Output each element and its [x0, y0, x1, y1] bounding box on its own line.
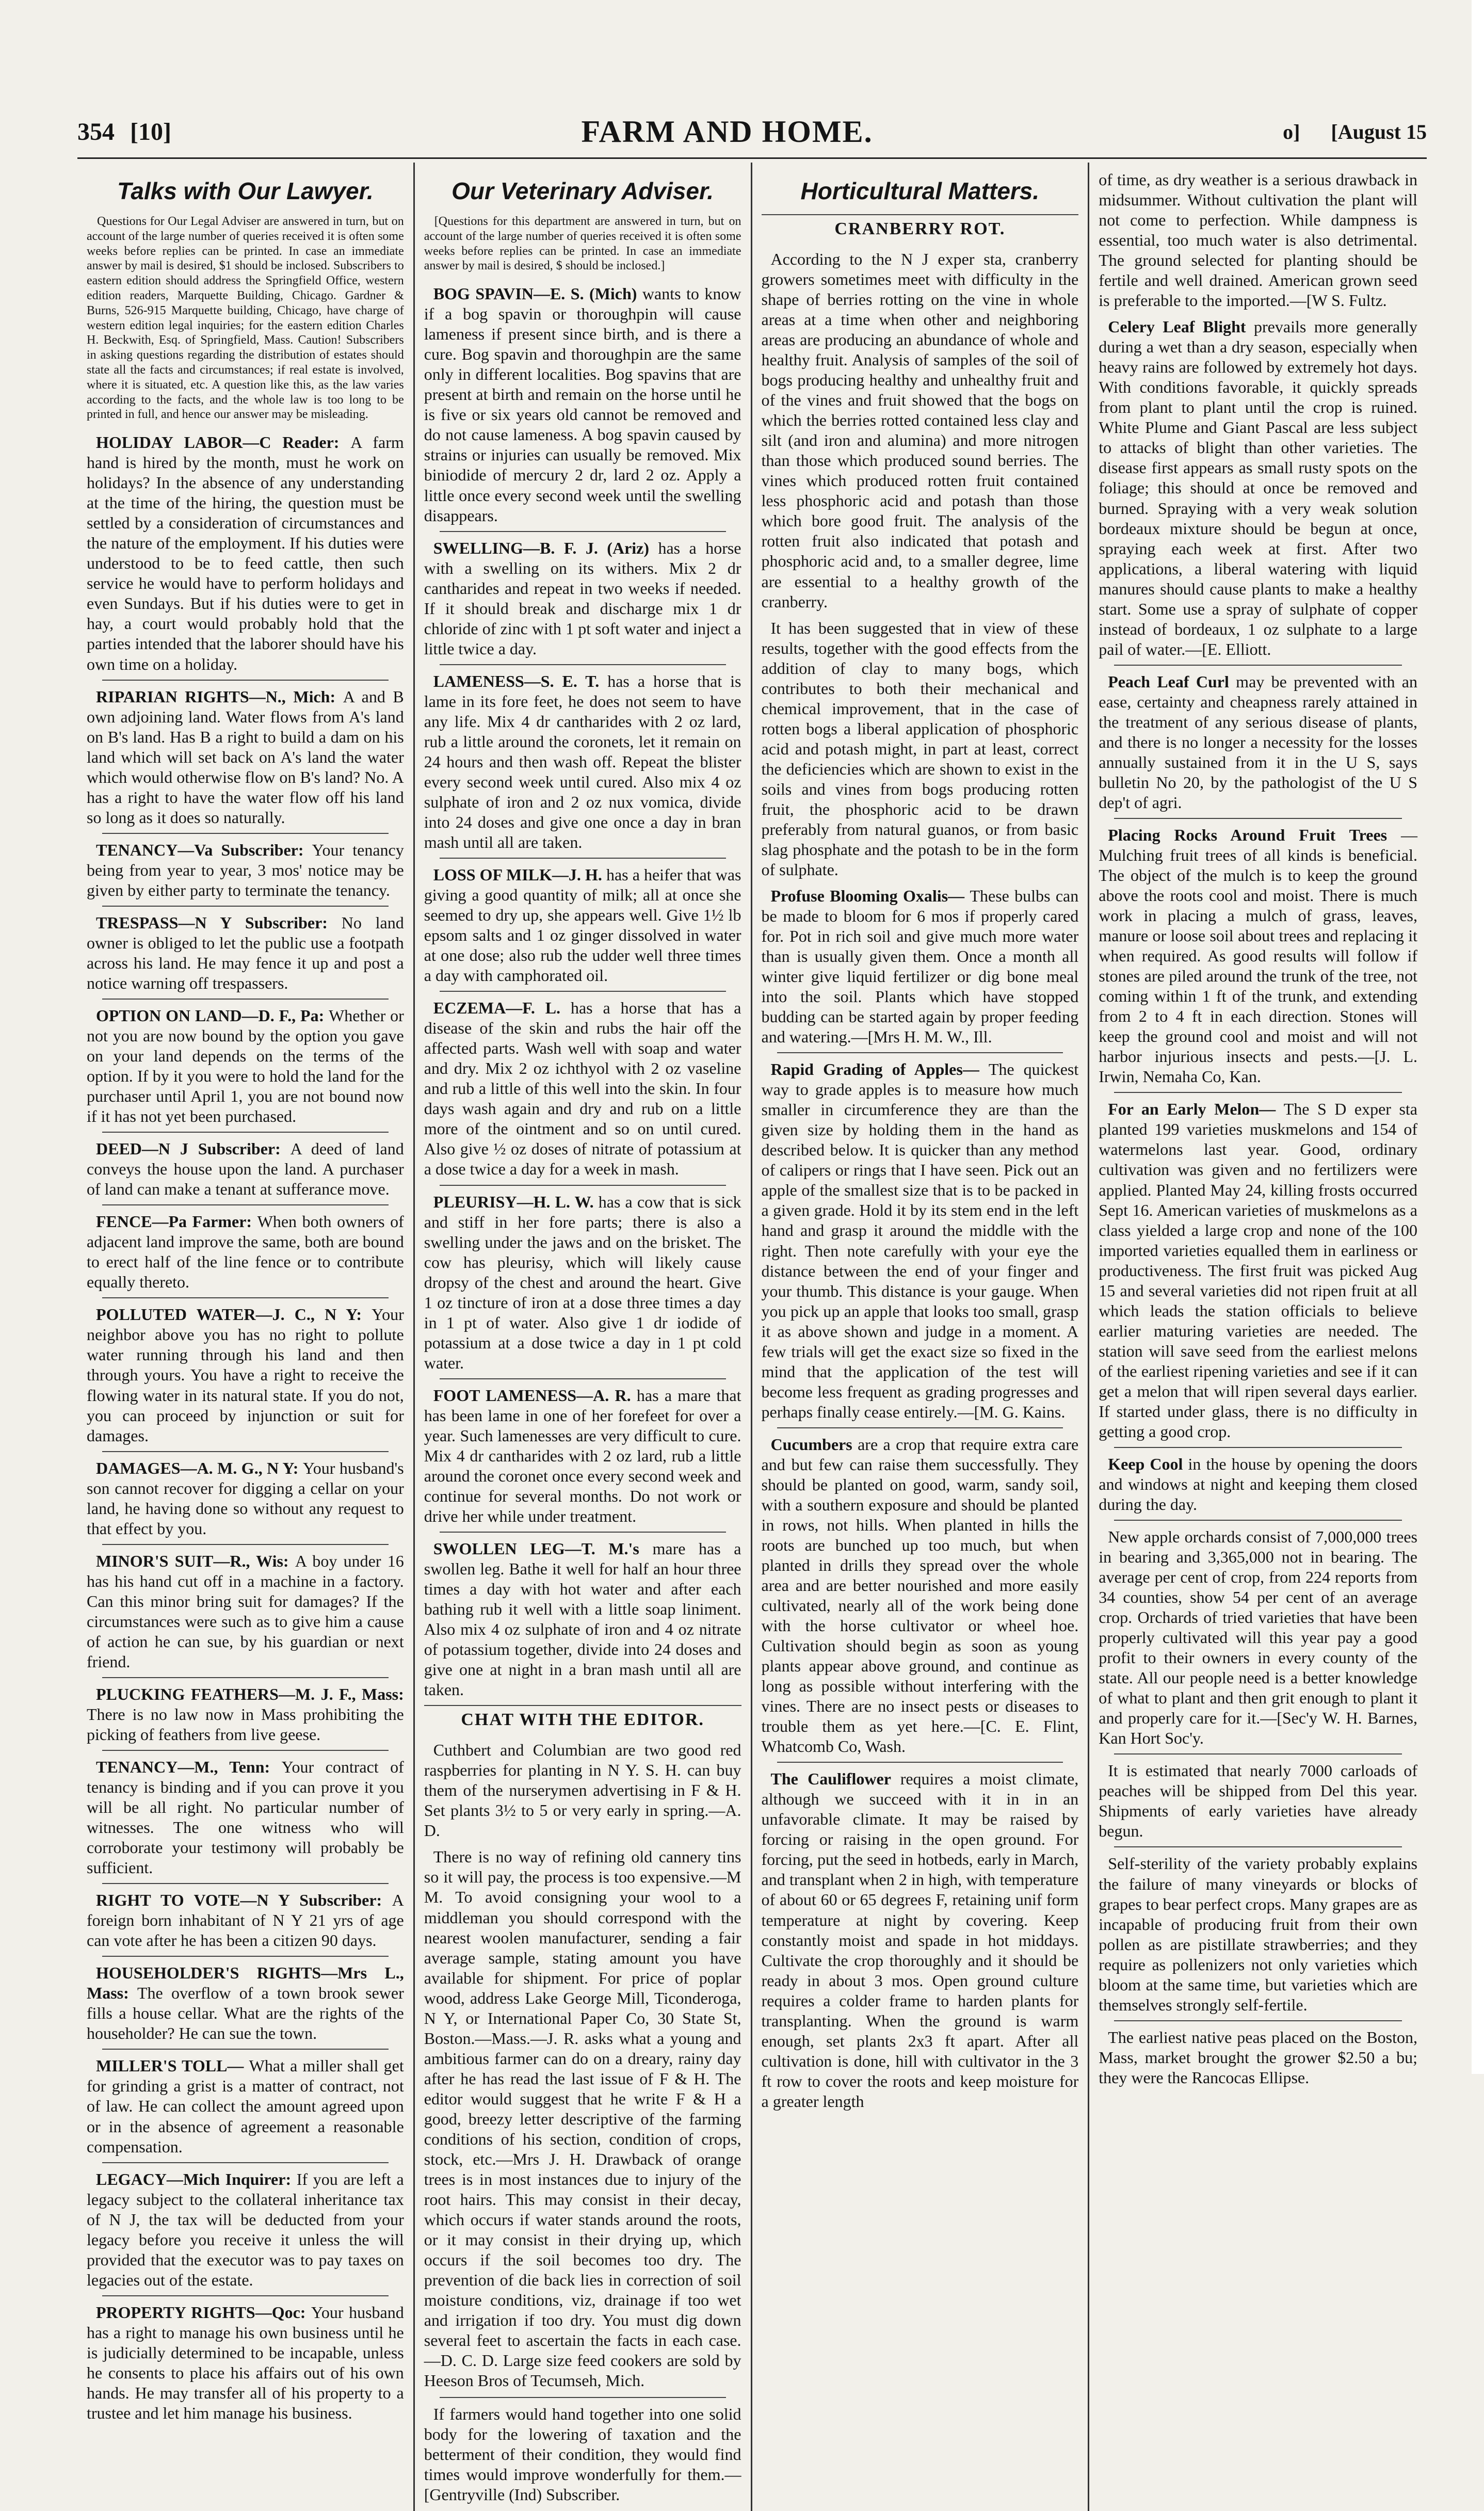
item-text: There is no law now in Mass prohibiting the picking of feathers from live geese.: [87, 1704, 404, 1744]
divider: [1114, 1092, 1402, 1093]
item-text: The quickest way to grade apples is to measure how much smaller in circumference they are than the given size by holding them in the hand as described below. It is quicker than any method of calipers or rings that I have seen. Pick out an apple of the smallest size that is to be packed in a given grade. Hold it by its stem end in the left hand and grasp it around the middle with the right. Then note carefully with your eye the distance between the end of your finger and your thumb. This distance is your gauge. When you pick up an apple that looks too small, grasp it as above shown and judge in a moment. A few trials will get the exact size so fixed in the mind that the application of the test will become less frequent as grading progresses and perhaps finally cease entirely.—[M. G. Kains.: [761, 1060, 1079, 1421]
item-lead: LOSS OF MILK—J. H.: [433, 865, 606, 884]
item-text: prevails more generally during a wet than a dry season, especially when heavy rains are followed by extremely hot days. With conditions favorable, it quickly spreads from plant to plant until the crop is ruined. White Plume and Giant Pascal are less subject to attacks of blight than other varieties. The disease first appears as small rusty spots on the foliage; this should at once be removed and burned. Spraying with a very weak solution bordeaux mixture should be begun at once, spraying each week at first. After two applications, a liberal watering with liquid manures should cause plants to make a healthy start. Some use a spray of sulphate of copper instead of bordeaux, 1 oz sulphate to a large pail of water.—[E. Elliott.: [1099, 317, 1417, 658]
item-list: [1099, 317, 1417, 2088]
header-right: [1283, 120, 1427, 144]
divider: [102, 680, 389, 681]
column-continued: [1089, 163, 1427, 2511]
article-item: [87, 840, 404, 900]
item-lead: Profuse Blooming Oxalis—: [770, 886, 970, 905]
divider: [102, 1204, 389, 1205]
section-heading: Horticultural Matters.: [800, 178, 1040, 204]
divider: [440, 1185, 726, 1186]
item-lead: Cucumbers: [770, 1435, 858, 1454]
page-header: [77, 103, 1427, 160]
article-item: [1099, 317, 1417, 659]
article-item: [424, 1386, 741, 1526]
body-paragraph: According to the N J exper sta, cranberry growers sometimes meet with difficulty in the shape of berries rotting on the vine in whole areas at a time when other and neighboring areas are producing an abundance of whole and healthy fruit. Analysis of samples of the soil of bogs producing healthy and unhealthy fruit and of the vines and fruit showed that the bogs on which the berries rotted contained less clay and silt (and iron and alumina) and more nitrogen than those which produced sound berries. The vines which produced rotten fruit contained less phosphoric acid and potash than those which bore good fruit. The analysis of the rotten fruit also indicated that potash and phosphoric acid and, to a smaller degree, lime are essential to a healthy growth of the cranberry.: [761, 250, 1079, 611]
item-lead: RIPARIAN RIGHTS—N., Mich:: [96, 687, 343, 706]
item-lead: DAMAGES—A. M. G., N Y:: [96, 1458, 303, 1477]
item-text: has a cow that is sick and stiff in her fore parts; there is also a swelling under the jaws and on the brisket. The cow has pleurisy, which will likely cause dropsy of the chest and around the heart. Give 1 oz tincture of iron at a dose three times a day in 1 pt of water. Also give 1 dr iodide of potassium at a dose twice a day in 1 pt cold water.: [424, 1192, 741, 1372]
divider: [1114, 2020, 1402, 2021]
divider: [777, 1427, 1063, 1428]
chat-paragraph: Cuthbert and Columbian are two good red raspberries for planting in N Y. S. H. can buy them of the nurserymen advertising in F & H. Set plants 3½ to 5 or very early in spring.—A. D.: [424, 1741, 741, 1840]
item-text: A boy under 16 has his hand cut off in a machine in a factory. Can this minor bring suit for damages? If the circumstances were such as to give him a cause of action he can sue, by his guardian or next friend.: [87, 1551, 404, 1671]
item-lead: DEED—N J Subscriber:: [96, 1139, 291, 1158]
divider: [102, 999, 389, 1000]
section-intro: [Questions for this department are answered in turn, but on account of the large number of queries received it is often some weeks before replies can be printed. In case an immediate answer by mail is desired, $ should be inclosed.]: [424, 215, 741, 273]
item-text: Your neighbor above you has no right to pollute water running through his land and then through yours. You have a right to receive the flowing water in its natural state. If you do not, you can proceed by injunction or suit for damages.: [87, 1305, 404, 1445]
item-lead: The Cauliflower: [770, 1769, 900, 1789]
item-text: If you are left a legacy subject to the collateral inheritance tax of N J, the tax will be deducted from your legacy before you receive it unless the will provided that the executor was to pay taxes on legacies out of the estate.: [87, 2169, 404, 2289]
divider: [777, 1762, 1063, 1763]
article-item: [1099, 2027, 1417, 2088]
divider: [1114, 665, 1402, 666]
divider: [102, 1677, 389, 1678]
item-text: New apple orchards consist of 7,000,000 trees in bearing and 3,365,000 not in bearing. The average per cent of crop, from 224 reports from 34 counties, show 54 per cent of an average crop. Orchards of tried varieties that have been properly cultivated will this year pay a good profit to their owners in every county of the state. All our people need is a better knowledge of what to plant and then grit enough to plant it and properly care for it.—[Sec'y W. H. Barnes, Kan Hort Soc'y.: [1099, 1527, 1417, 1748]
article-item: [1099, 1854, 1417, 2015]
item-text: The S D exper sta planted 199 varieties muskmelons and 154 of watermelons last year. Good, ordinary cultivation was given and no fertilizers were applied. Planted May 24, killing frosts occurred Sept 16. American varieties of muskmelons as a class yielded a large crop and none of the 100 imported varieties equalled them in earliness or productiveness. The first fruit was picked Aug 15 and several varieties did not ripen fruit at all which leads the station officials to believe earlier maturing varieties are needed. The station will save seed from the earliest melons of the earliest ripening varieties and see if it can get a melon that will ripen several days earlier. If started under glass, there is no difficulty in getting a good crop.: [1099, 1100, 1418, 1441]
column-veterinary: [415, 163, 752, 2511]
item-text: When both owners of adjacent land improve the same, both are bound to erect half of the line fence or to contribute equally thereto.: [87, 1212, 404, 1292]
article-item: [762, 1059, 1079, 1422]
article-item: [87, 2169, 404, 2290]
article-item: [424, 538, 741, 659]
item-lead: RIGHT TO VOTE—N Y Subscriber:: [96, 1891, 392, 1910]
item-text: What a miller shall get for grinding a grist is a matter of contract, not of law. He can collect the amount agreed upon or in the absence of agreement a reasonable compensation.: [87, 2056, 404, 2156]
article-item: [87, 913, 404, 993]
article-item: [87, 1757, 404, 1878]
divider: [102, 2295, 389, 2296]
item-text: A deed of land conveys the house upon the land. A purchaser of land can make a tenant at sufferance move.: [87, 1139, 404, 1199]
item-lead: MINOR'S SUIT—R., Wis:: [96, 1551, 295, 1570]
item-lead: POLLUTED WATER—J. C., N Y:: [96, 1305, 372, 1324]
section-heading: Talks with Our Lawyer.: [117, 178, 374, 204]
article-item: [424, 865, 741, 986]
item-text: may be prevented with an ease, certainty and cheapness rarely attained in the treatment of any serious disease of plants, and there is no longer a necessity for the losses annually sustained from it in the U S, says bulletin No 20, by the pathologist of the U S dep't of agri.: [1099, 672, 1418, 812]
divider: [1114, 1447, 1402, 1448]
issue-date: [August 15: [1331, 120, 1427, 143]
divider: [102, 1451, 389, 1452]
item-text: has a horse with a swelling on its withers. Mix 2 dr cantharides and repeat in two weeks if needed. If it should break and discharge mix 1 dr chloride of zinc with 1 pt soft water and inject a little twice a day.: [424, 538, 741, 658]
article-item: [87, 1139, 404, 1199]
item-lead: Celery Leaf Blight: [1108, 317, 1254, 336]
divider: [440, 991, 726, 992]
article-item: [87, 1458, 404, 1539]
subheading: CRANBERRY ROT.: [762, 214, 1079, 243]
chat-paragraph: There is no way of refining old cannery tins so it will pay, the process is too expensive.—M M. To avoid consigning your wool to a middleman you should correspond with the nearest woolen manufacturer, sending a fair average sample, stating amount you have available for shipment. For price of poplar wood, address Lake George Mill, Ticonderoga, N Y, or International Paper Co, 30 State St, Boston.—Mass.—J. R. asks what a young and ambitious farmer can do on a dreary, rainy day after he has read the last issue of F & H. The editor would suggest that he write F & H a good, breezy letter descriptive of the farming conditions of his section, condition of crops, stock, etc.—Mrs J. H. Drawback of orange trees is in most instances due to injury of the root hairs. This may consist in their decay, which occurs if water stands around the roots, or it may consist in their drying up, which occurs if the soil becomes too dry. The prevention of die back lies in correction of soil moisture conditions, viz, drainage if too wet and irrigation if too dry. You must dig down several feet to ascertain the facts in each case.—D. C. D. Large size feed cookers are sold by Heeson Bros of Tecumseh, Mich.: [424, 1847, 741, 2390]
item-lead: For an Early Melon—: [1108, 1100, 1284, 1119]
divider: [102, 1750, 389, 1751]
item-list: [87, 432, 404, 2423]
header-mark: o]: [1283, 120, 1300, 143]
article-item: [87, 432, 404, 674]
article-item: [87, 2303, 404, 2423]
item-lead: HOUSEHOLDER'S RIGHTS—Mrs L., Mass:: [87, 1963, 404, 2003]
article-item: [424, 284, 741, 525]
item-lead: Peach Leaf Curl: [1108, 672, 1236, 691]
divider: [440, 1378, 726, 1379]
item-lead: SWOLLEN LEG—T. M.'s: [433, 1539, 653, 1558]
divider: [102, 1544, 389, 1545]
article-item: [424, 998, 741, 1179]
item-text: Self-sterility of the variety probably explains the failure of many vineyards or blocks of grapes to bear perfect crops. Many grapes are as incapable of producing fruit from their own pollen as are pistillate strawberries; and they require as pollenizers not only varieties which bloom at the same time, but varieties which are themselves strongly self-fertile.: [1099, 1854, 1417, 2014]
item-lead: MILLER'S TOLL—: [96, 2056, 249, 2075]
item-text: No land owner is obliged to let the public use a footpath across his land. He may fence it up and post a notice warning off trespassers.: [87, 913, 404, 992]
closing-note: If farmers would hand together into one solid body for the lowering of taxation and the betterment of their condition, they would find times would improve wonderfully for them.—[Gentryville (Ind) Subscriber.: [424, 2405, 741, 2504]
item-lead: PLEURISY—H. L. W.: [433, 1192, 599, 1211]
article-item: [87, 687, 404, 828]
article-item: [87, 1963, 404, 2043]
item-lead: ECZEMA—F. L.: [433, 999, 571, 1018]
item-lead: FOOT LAMENESS—A. R.: [433, 1386, 637, 1405]
article-item: [87, 1684, 404, 1745]
paragraph-list: [762, 249, 1079, 880]
item-text: Your contract of tenancy is binding and if you can prove it you will be all right. No particular number of witnesses. The one witness who will corroborate your testimony will probably be sufficient.: [87, 1758, 404, 1877]
divider: [440, 1532, 726, 1533]
divider: [440, 858, 726, 859]
item-lead: LEGACY—Mich Inquirer:: [96, 2169, 297, 2188]
column-lawyer: [77, 163, 415, 2511]
item-text: These bulbs can be made to bloom for 6 mos if properly cared for. Pot in rich soil and give much more water than is usually given them. Once a month all winter give liquid fertilizer or dig bone meal into the soil. Plants which have stopped budding can be started again by proper feeding and watering.—[Mrs H. M. W., Ill.: [761, 886, 1079, 1047]
item-text: requires a moist climate, although we succeed with it in in an unfavorable climate. It may be raised by forcing or raising in the open ground. For forcing, put the seed in hotbeds, early in March, and transplant when 2 in high, with temperature of about 60 or 65 degrees F, retaining unif form temperature at night by covering. Keep constantly moist and spade in hot middays. Cultivate the crop thoroughly and it should be ready in about 3 mos. Open ground culture requires a colder frame to harden plants for transplanting. When the ground is warm enough, set plants 2x3 ft apart. After all cultivation is done, hill with cultivator in the 3 ft row to cover the roots and keep moisture for a greater length: [761, 1769, 1079, 2111]
item-text: The overflow of a town brook sewer fills a house cellar. What are the rights of the householder? He can sue the town.: [87, 1984, 404, 2043]
article-item: [1099, 825, 1417, 1087]
divider: [102, 1297, 389, 1298]
column-horticultural: [752, 163, 1090, 2511]
item-text: Your husband has a right to manage his own business until he is judicially determined to be incapable, unless he consents to place his affairs out of his own hands. He may transfer all of his property to a trustee and let him manage his business.: [87, 2303, 404, 2422]
article-columns: [77, 163, 1427, 2504]
item-text: has a heifer that was giving a good quantity of milk; all at once she seemed to dry up, she appears well. Give 1½ lb epsom salts and 1 oz ginger dissolved in water at one dose; also rub the udder well three times a day with camphorated oil.: [424, 865, 741, 985]
item-text: has a mare that has been lame in one of her forefeet for over a year. Such lamenesses are very difficult to cure. Mix 4 dr cantharides with 2 oz lard, rub a little around the coronet once every second week and continue for several months. Do not work or drive her while under treatment.: [424, 1386, 741, 1525]
divider: [440, 2397, 726, 2398]
article-item: [762, 1769, 1079, 2112]
page-number: 354: [77, 118, 115, 146]
article-item: [424, 1539, 741, 1700]
item-lead: HOLIDAY LABOR—C Reader:: [96, 433, 351, 452]
item-lead: FENCE—Pa Farmer:: [96, 1212, 257, 1231]
article-item: [1099, 1099, 1417, 1442]
article-item: [87, 1890, 404, 1951]
item-text: A farm hand is hired by the month, must he work on holidays? In the absence of any understanding at the time of the hiring, the question must be settled by a consideration of circumstances and the nature of the employment. If his duties were understood to be to feed cattle, then such service he would have to perform holidays and even Sundays. But if his duties were to get in hay, a court would probably hold that the parties intended that the laborer should have his own time on a holiday.: [87, 433, 404, 673]
article-item: [1099, 1761, 1417, 1841]
item-lead: Keep Cool: [1108, 1454, 1188, 1473]
item-text: in the house by opening the doors and windows at night and keeping them closed during the day.: [1099, 1454, 1418, 1514]
divider: [102, 1132, 389, 1133]
item-text: wants to know if a bog spavin or thoroughpin will cause lameness if present since birth, and is there a cure. Bog spavin and thoroughpin are the same only in different localities. Bog spavins that are present at birth and remain on the horse until he is five or six years old cannot be removed and do not cause lameness. A bog spavin caused by strains or injuries can usually be removed. Mix biniodide of mercury 2 dr, lard 2 oz. Apply a little once every second week until the swelling disappears.: [424, 284, 741, 525]
item-text: Your tenancy being from year to year, 3 mos' notice may be given by either party to terminate the tenancy.: [87, 840, 404, 899]
item-lead: LAMENESS—S. E. T.: [433, 671, 608, 690]
divider: [102, 2162, 389, 2163]
article-item: [424, 671, 741, 852]
article-item: [1099, 1527, 1417, 1748]
item-text: A foreign born inhabitant of N Y 21 yrs of age can vote after he has been a citizen 90 days.: [87, 1891, 404, 1950]
divider: [1114, 1846, 1402, 1847]
item-text: The earliest native peas placed on the Boston, Mass, market brought the grower $2.50 a bu; they were the Rancocas Ellipse.: [1099, 2027, 1417, 2087]
continued-text: of time, as dry weather is a serious drawback in midsummer. Without cultivation the plant will not come to perfection. While dampness is essential, too much water is also detrimental. The ground selected for planting should be fertile and well drained. American grown seed is preferable to the imported.—[W S. Fultz.: [1099, 170, 1417, 310]
item-lead: SWELLING—B. F. J. (Ariz): [433, 538, 658, 557]
divider: [440, 664, 726, 665]
item-text: It is estimated that nearly 7000 carloads of peaches will be shipped from Del this year. Shipments of early varieties have already begun.: [1099, 1761, 1417, 1841]
article-item: [1099, 672, 1417, 813]
page-subnumber: [10]: [130, 118, 171, 146]
item-lead: BOG SPAVIN—E. S. (Mich): [433, 284, 642, 303]
article-item: [87, 1551, 404, 1672]
article-item: [1099, 1454, 1417, 1515]
divider: [102, 2049, 389, 2050]
item-lead: PROPERTY RIGHTS—Qoc:: [96, 2303, 311, 2322]
divider: [777, 1052, 1063, 1053]
chat-heading: CHAT WITH THE EDITOR.: [424, 1705, 741, 1734]
item-text: A and B own adjoining land. Water flows from A's land on B's land. Has B a right to build a dam on his land which will set back on A's land the water which would otherwise flow on B's land? No. A has a right to have the water flow off his land so long as it does so naturally.: [87, 687, 404, 827]
item-lead: TRESPASS—N Y Subscriber:: [96, 913, 342, 932]
item-lead: PLUCKING FEATHERS—M. J. F., Mass:: [96, 1684, 404, 1703]
article-item: [87, 1212, 404, 1292]
section-heading: Our Veterinary Adviser.: [451, 178, 714, 204]
divider: [440, 531, 726, 532]
page-edge: [1472, 0, 1484, 2074]
item-lead: OPTION ON LAND—D. F., Pa:: [96, 1006, 329, 1025]
divider: [1114, 1520, 1402, 1521]
divider: [102, 906, 389, 907]
article-item: [87, 2056, 404, 2156]
item-lead: Placing Rocks Around Fruit Trees: [1108, 825, 1401, 844]
item-text: —Mulching fruit trees of all kinds is beneficial. The object of the mulch is to keep the ground above the roots cool and moist. There is much work in placing a mulch of grass, leaves, manure or loose soil about trees and replacing it when required. As good results will follow if stones are piled around the trunk of the tree, not coming within 1 ft of the trunk, and extending from 2 to 4 ft in each direction. Stones will keep the ground cool and moist and will not harbor injurious insects and pests.—[J. L. Irwin, Nemaha Co, Kan.: [1099, 825, 1417, 1086]
body-paragraph: It has been suggested that in view of these results, together with the good effects from the addition of clay to many bogs, which contributes to both their mechanical and chemical improvement, that in the case of rotten bogs a liberal application of phosphoric acid and potash might, in part at least, correct the deficiencies which are shown to exist in the soils and vines from bogs producing rotten fruit, the phosphoric acid to be drawn preferably from natural guanos, or from basic slag phosphate and the potash to be in the form of sulphate.: [761, 618, 1079, 879]
item-lead: Rapid Grading of Apples—: [770, 1060, 989, 1079]
masthead-title: FARM AND HOME.: [581, 114, 873, 149]
article-item: [762, 886, 1079, 1047]
divider: [102, 833, 389, 834]
item-list: [424, 284, 741, 1700]
article-item: [87, 1305, 404, 1445]
page-number-group: [77, 118, 171, 146]
section-intro: Questions for Our Legal Adviser are answered in turn, but on account of the large number of queries received it is often some weeks before replies can be printed. In case an immediate answer by mail is desired, $1 should be inclosed. Subscribers to eastern edition should address the Springfield Office, western edition readers, Marquette Building, Chicago. Gardner & Burns, 526-915 Marquette building, Chicago, have charge of western edition legal inquiries; for the eastern edition Charles H. Beckwith, Esq. of Springfield, Mass. Caution! Subscribers in asking questions regarding the distribution of estates should state all the facts and circumstances; if real estate is involved, where it is situated, etc. A question like this, as the law varies according to the facts, and the whole law is too long to be printed in full, and hence our answer may be misleading.: [87, 215, 404, 422]
item-text: are a crop that require extra care and but few can raise them successfully. They should be planted on good, warm, sandy soil, with a southern exposure and should be planted in rows, not hills. When planted in hills the roots are bunched up too much, but when planted in drills they spread over the whole area and are better nourished and more easily cultivated, nearly all of the work being done with the horse cultivator or wheel hoe. Cultivation should begin as soon as young plants appear above ground, and continue as long as possible without interfering with the vines. There are no insect pests or diseases to trouble them as yet here.—[C. E. Flint, Whatcomb Co, Wash.: [761, 1435, 1079, 1756]
item-text: Your husband's son cannot recover for digging a cellar on your land, he having done so without any request to that effect by you.: [87, 1458, 404, 1538]
divider: [102, 1883, 389, 1884]
divider: [102, 1956, 389, 1957]
item-text: has a horse that has a disease of the skin and rubs the hair off the affected parts. Wash well with soap and water and dry. Mix 2 oz ichthyol with 2 oz vaseline and rub a little of this well into the skin. In four days wash again and dry and rub on a little more of the ointment and so on until cured. Also give ½ oz doses of nitrate of potassium at a dose twice a day for a week in mash.: [424, 999, 741, 1179]
item-list: [762, 886, 1079, 2112]
divider: [1114, 818, 1402, 819]
item-lead: TENANCY—M., Tenn:: [96, 1758, 282, 1776]
article-item: [424, 1192, 741, 1373]
article-item: [762, 1435, 1079, 1757]
item-text: mare has a swollen leg. Bathe it well for half an hour three times a day with hot water and after each bathing rub it well with a little soap liniment. Also mix 4 oz sulphate of iron and 4 oz nitrate of potassium together, divide into 24 doses and give one at night in a bran mash until all are taken.: [424, 1539, 741, 1699]
item-text: Whether or not you are now bound by the option you gave on your land depends on the terms of the option. If by it you were to hold the land for the purchaser until April 1, you are not bound now if it has not yet been purchased.: [87, 1006, 404, 1126]
divider: [1114, 1753, 1402, 1755]
header-rule: [77, 157, 1427, 159]
item-lead: TENANCY—Va Subscriber:: [96, 840, 312, 859]
item-text: has a horse that is lame in its fore feet, he does not seem to have any life. Mix 4 dr cantharides with 2 oz lard, rub a little around the coronets, let it remain on 24 hours and then wash off. Repeat the blister every second week until cured. Also mix 4 oz sulphate of iron and 2 oz nux vomica, divide into 24 doses and give one once a day in bran mash until all are taken.: [424, 671, 741, 851]
chat-list: [424, 1740, 741, 2391]
article-item: [87, 1006, 404, 1126]
